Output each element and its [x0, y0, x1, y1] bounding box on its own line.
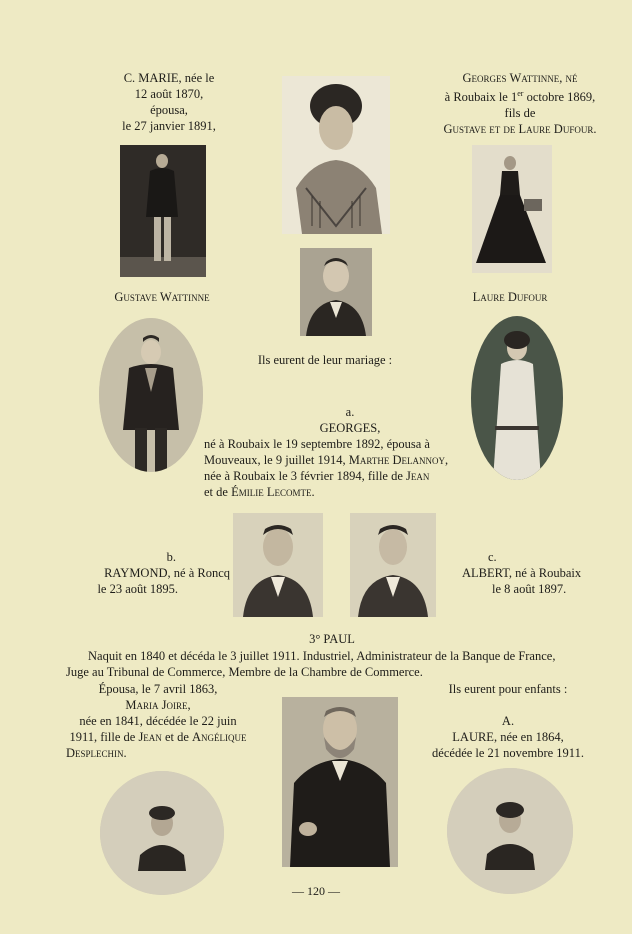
page-number: — 120 — — [292, 884, 340, 898]
paul-title: 3° PAUL — [309, 632, 355, 646]
georges-line-1: né à Roubaix le 19 septembre 1892, épousa à — [204, 437, 430, 451]
marthe-oval-photo — [471, 316, 563, 480]
young-man-bust-icon-2 — [350, 513, 436, 617]
raymond-photo — [233, 513, 323, 617]
emilie-lecomte-name: Émilie Lecomte. — [231, 485, 315, 499]
desplechin-name: Desplechin. — [66, 746, 127, 760]
georges-oval-photo — [99, 318, 203, 472]
paul-left-line-4a: 1911, fille de — [69, 730, 139, 744]
laure-dufour-photo — [472, 145, 552, 273]
georges-line-3a: née à Roubaix le 3 février 1894, fille de — [204, 469, 407, 483]
paul-right-line-2: LAURE, née en 1864, — [452, 730, 564, 744]
gw-line-3: fils de — [504, 106, 536, 121]
marthe-delannoy-name: Marthe Delannoy, — [348, 453, 449, 467]
woman-portrait-icon — [282, 76, 390, 234]
elderly-woman-icon — [100, 771, 224, 895]
gw-line-2a: à Roubaix le 1 — [444, 90, 518, 105]
marie-block — [104, 70, 234, 134]
gw-sup: er — [517, 89, 524, 98]
jean-name: Jean — [406, 469, 430, 483]
gw-line-1: Georges Wattinne, né — [462, 71, 578, 85]
georges-line-3 — [204, 468, 472, 484]
georges-wattinne-bust-photo — [300, 248, 372, 336]
paul-right-line-3: décédée le 21 novembre 1911. — [432, 746, 584, 760]
paul-para-line-2: Juge au Tribunal de Commerce, Membre de la Chambre de Commerce. — [66, 665, 423, 679]
georges-name: GEORGES, — [319, 421, 381, 435]
georges-wattinne-block — [420, 70, 620, 137]
paul-left-line-3: née en 1841, décédée le 22 juin — [79, 714, 237, 728]
maria-joire-name: Maria Joire, — [125, 698, 191, 712]
georges-details — [204, 436, 472, 500]
raymond-line-1: RAYMOND, né à Roncq — [104, 566, 230, 580]
jean-name-2: Jean — [138, 730, 162, 744]
laure-round-photo — [447, 768, 573, 894]
young-man-bust-icon — [233, 513, 323, 617]
gustave-wattinne-photo — [120, 145, 206, 277]
woman-in-white-icon — [471, 316, 563, 480]
marie-portrait-photo — [282, 76, 390, 234]
paul-left-line-1: Épousa, le 7 avril 1863, — [98, 682, 218, 696]
paul-right-mark: A. — [501, 714, 515, 728]
paul-left-line-4 — [60, 729, 256, 745]
gw-line-2b: octobre 1869, — [523, 90, 596, 105]
marie-line-1: C. MARIE, née le — [123, 71, 215, 85]
maria-joire-round-photo — [100, 771, 224, 895]
paul-para-line-1: Naquit en 1840 et décéda le 3 juillet 1911. Industriel, Administrateur de la Banque de France, — [88, 649, 556, 663]
albert-line-2: le 8 août 1897. — [492, 582, 567, 596]
paul-para — [66, 648, 608, 680]
standing-man-icon — [120, 145, 206, 277]
man-in-suit-icon — [99, 318, 203, 472]
albert-line-1: ALBERT, né à Roubaix — [462, 566, 582, 580]
paul-right-block — [418, 681, 598, 761]
mariage-line: Ils eurent de leur mariage : — [257, 353, 393, 367]
marie-line-3: épousa, — [150, 103, 188, 117]
gw-line-4: Gustave et de Laure Dufour. — [443, 122, 597, 137]
paul-left-line-4c: et de — [161, 730, 193, 744]
georges-line-2 — [204, 452, 472, 468]
albert-photo — [350, 513, 436, 617]
seated-woman-icon — [472, 145, 552, 273]
raymond-mark: b. — [166, 550, 176, 564]
man-bust-icon — [300, 248, 372, 336]
caption-laure: Laure Dufour — [472, 290, 548, 304]
georges-line-2a: Mouveaux, le 9 juillet 1914, — [204, 453, 349, 467]
bearded-man-seated-icon — [282, 697, 398, 867]
albert-mark: c. — [488, 550, 497, 564]
georges-line-4 — [204, 484, 472, 500]
marie-line-2: 12 août 1870, — [134, 87, 204, 101]
georges-mark-name — [232, 404, 468, 436]
marie-line-4: le 27 janvier 1891, — [122, 119, 216, 133]
angelique-name: Angélique — [192, 730, 247, 744]
paul-right-line-1: Ils eurent pour enfants : — [448, 682, 568, 696]
caption-gustave: Gustave Wattinne — [114, 290, 210, 304]
paul-left-block — [60, 681, 256, 761]
georges-mark: a. — [345, 405, 355, 419]
albert-block — [462, 549, 622, 597]
raymond-block — [60, 549, 230, 597]
paul-portrait-photo — [282, 697, 398, 867]
gw-line-2 — [420, 86, 620, 105]
georges-line-4a: et de — [204, 485, 232, 499]
woman-bust-icon — [447, 768, 573, 894]
raymond-line-2: le 23 août 1895. — [97, 582, 178, 596]
